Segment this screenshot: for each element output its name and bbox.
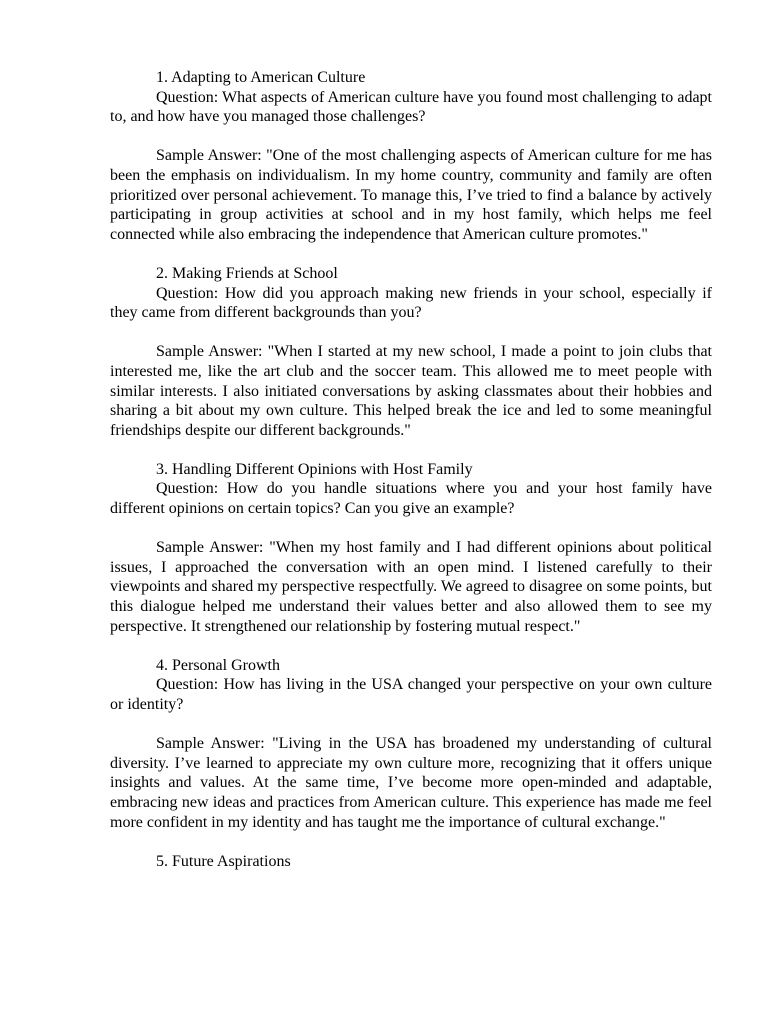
paragraph-gap — [110, 244, 712, 264]
document-page — [110, 68, 712, 871]
paragraph-gap — [110, 715, 712, 735]
section-4-heading: 4. Personal Growth — [156, 656, 280, 674]
section-1-question: Question: What aspects of American culture have you found most challenging to adapt to, and how have you managed those challenges? — [110, 88, 712, 126]
section-3-heading: 3. Handling Different Opinions with Host Family — [156, 460, 473, 478]
paragraph-gap — [110, 127, 712, 147]
section-3-question: Question: How do you handle situations where you and your host family have different opinions on certain topics? Can you give an example? — [110, 480, 712, 518]
section-3-answer: Sample Answer: "When my host family and I had different opinions about political issues, I approached the conversation with an open mind. I listened carefully to their viewpoints and shared my perspective respectfully. We agreed to disagree on some points, but this dialogue helped me understand their values better and also allowed them to see my perspective. It strengthened our relationship by fostering mutual respect." — [110, 539, 712, 635]
section-5-heading: 5. Future Aspirations — [156, 852, 291, 870]
section-4-question: Question: How has living in the USA changed your perspective on your own culture or identity? — [110, 676, 712, 713]
paragraph-gap — [110, 519, 712, 539]
paragraph-gap — [110, 832, 712, 852]
section-2-heading: 2. Making Friends at School — [156, 264, 338, 282]
paragraph-gap — [110, 636, 712, 656]
section-1-answer: Sample Answer: "One of the most challenging aspects of American culture for me has been the emphasis on individualism. In my home country, community and family are often prioritized over personal achievement. To manage this, I’ve tried to find a balance by actively participating in group activities at school and in my host family, which helps me feel connected while also embracing the independence that American culture promotes." — [110, 147, 712, 243]
paragraph-gap — [110, 323, 712, 343]
section-2-answer: Sample Answer: "When I started at my new school, I made a point to join clubs that interested me, like the art club and the soccer team. This allowed me to meet people with similar interests. I also initiated conversations by asking classmates about their hobbies and sharing a bit about my own culture. This helped break the ice and led to some meaningful friendships despite our different backgrounds." — [110, 343, 712, 439]
section-2-question: Question: How did you approach making new friends in your school, especially if they came from different backgrounds than you? — [110, 284, 712, 322]
paragraph-gap — [110, 440, 712, 460]
section-4-answer: Sample Answer: "Living in the USA has broadened my understanding of cultural diversity. I’ve learned to appreciate my own culture more, recognizing that it offers unique insights and values. At the same time, I’ve become more open-minded and adaptable, embracing new ideas and practices from American culture. This experience has made me feel more confident in my identity and has taught me the importance of cultural exchange." — [110, 735, 712, 831]
section-1-heading: 1. Adapting to American Culture — [156, 69, 366, 86]
